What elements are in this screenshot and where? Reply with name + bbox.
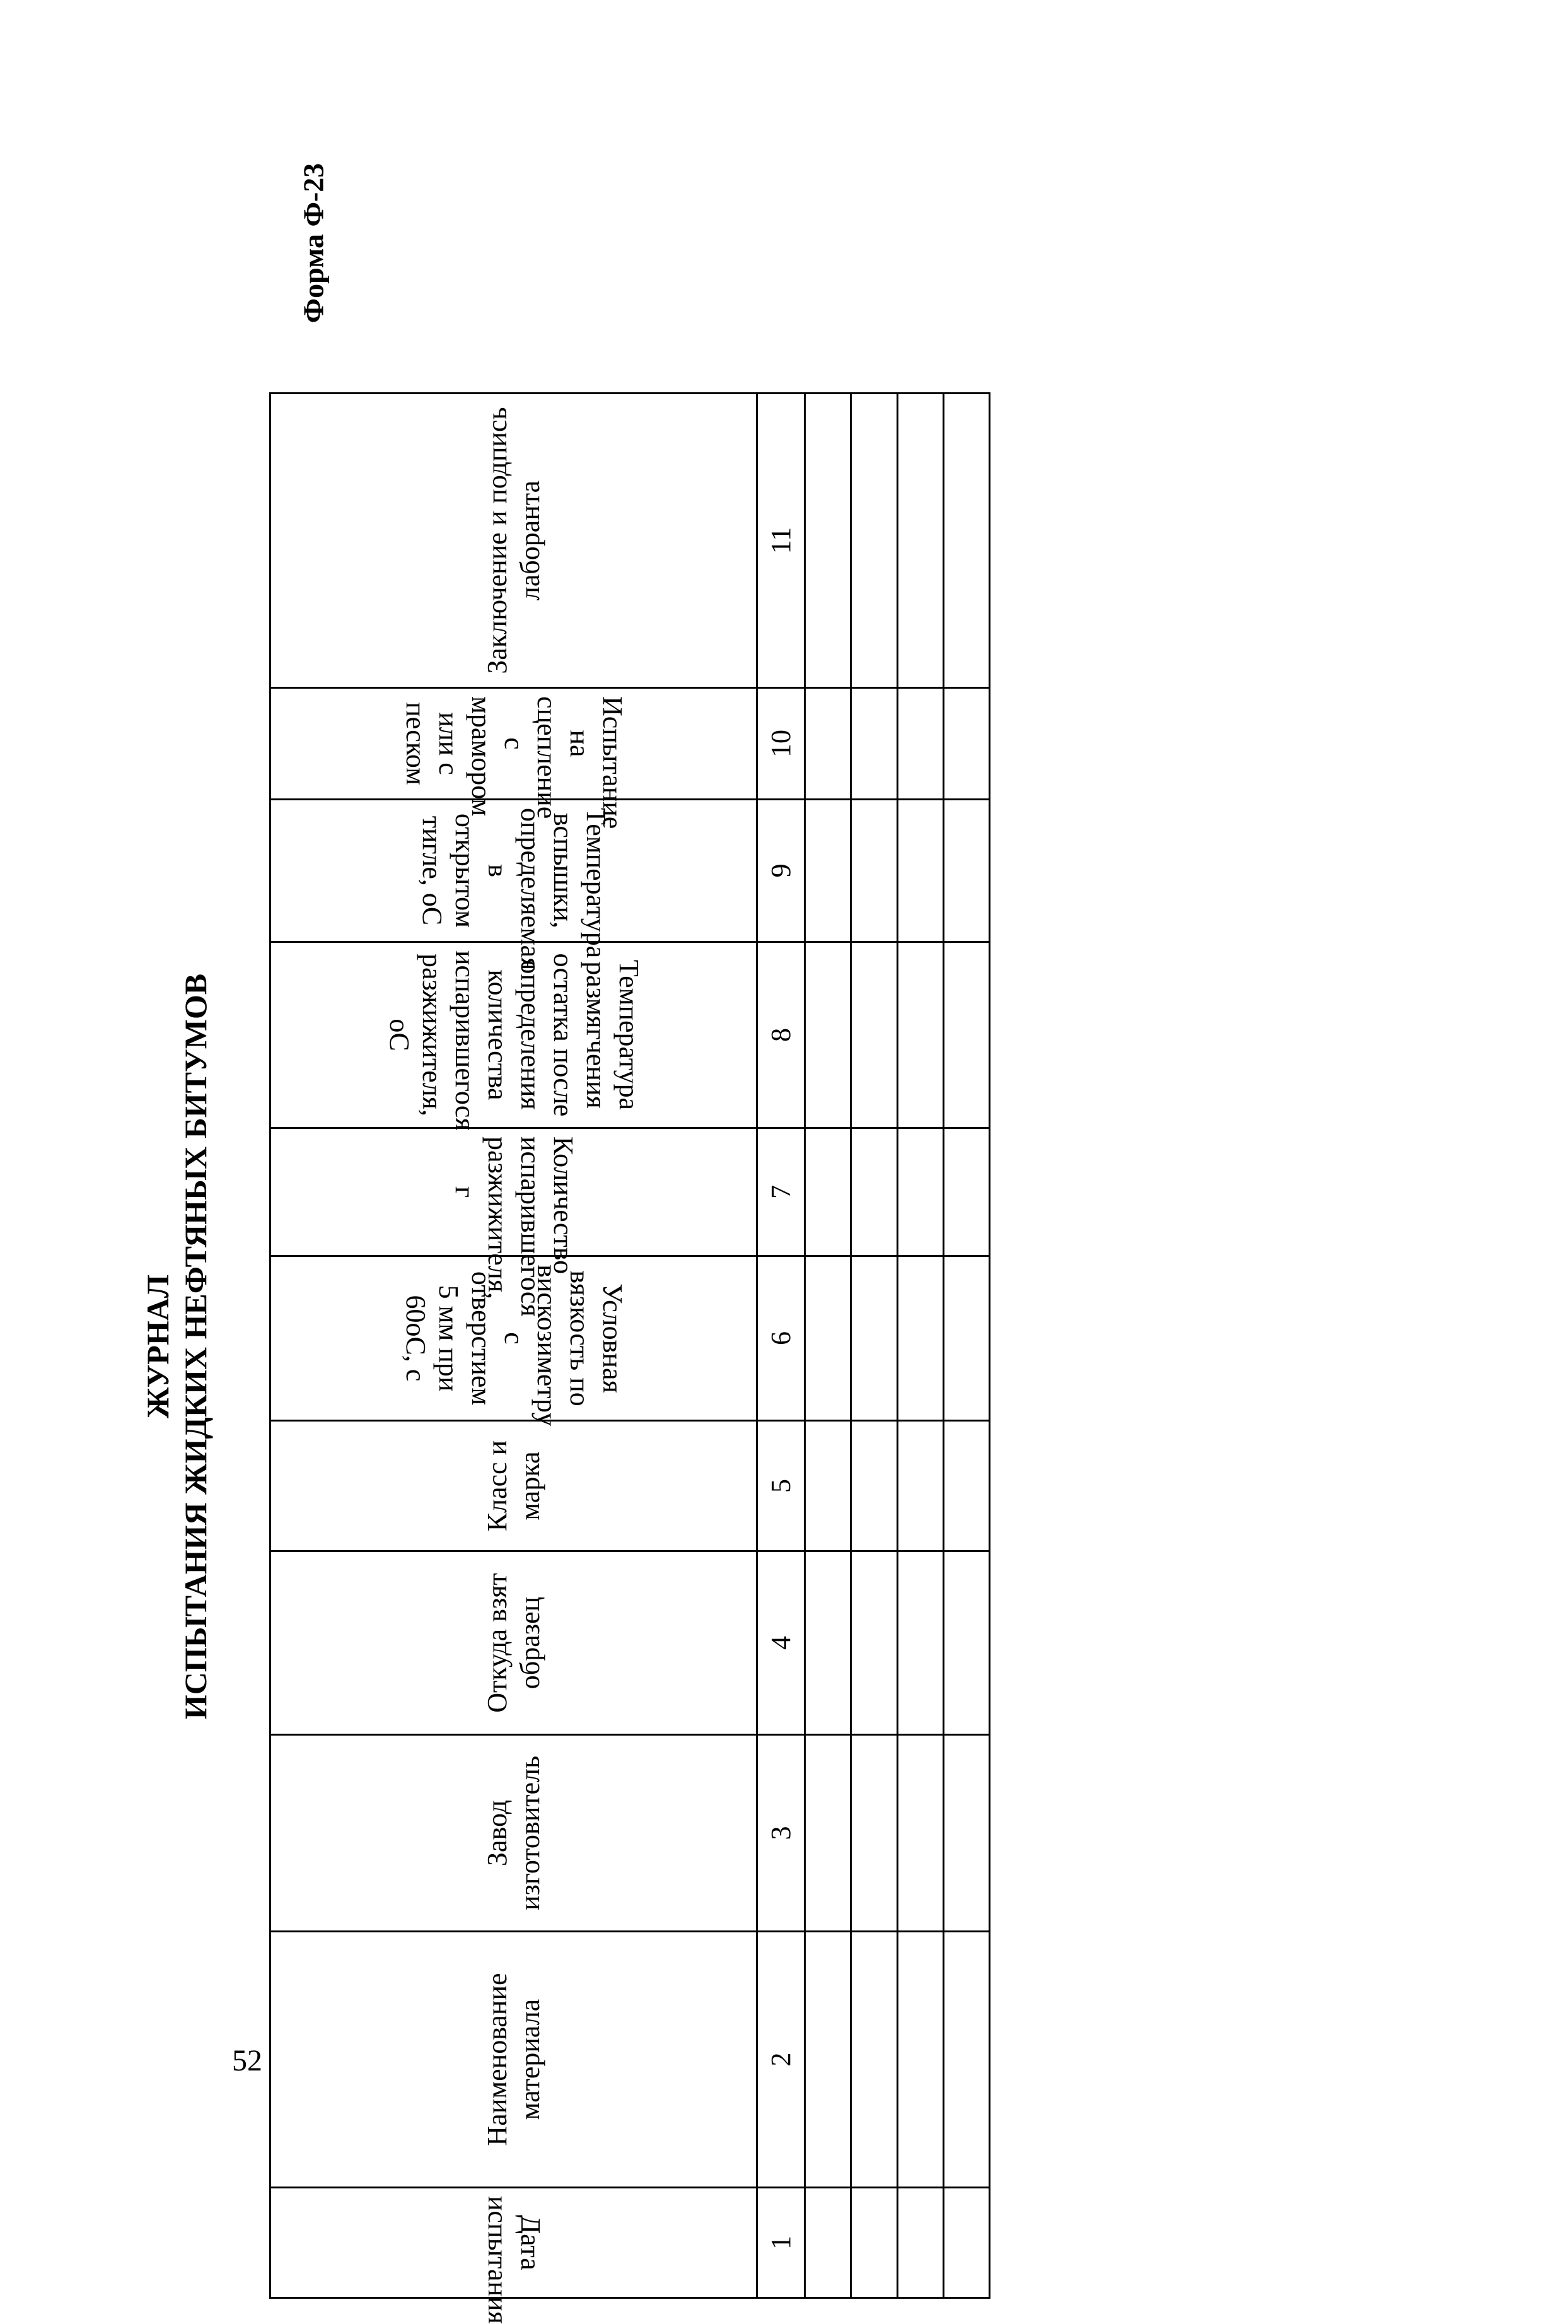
table-cell (805, 1128, 851, 1256)
table-cell (897, 942, 943, 1128)
table-cell (943, 1551, 989, 1735)
table-cell (805, 1421, 851, 1551)
col-header-11: Заключение и подпись лаборанта (270, 394, 757, 688)
col-number: 9 (757, 800, 805, 942)
table-cell (897, 800, 943, 942)
table-cell (943, 394, 989, 688)
table-row (805, 394, 851, 2298)
table-cell (943, 942, 989, 1128)
journal-title: ЖУРНАЛ (140, 1274, 175, 1419)
page-number: 52 (232, 2044, 262, 2077)
col-header-6: Условная вязкость по вискозиметру с отверстием 5 мм при 60оС, с (270, 1256, 757, 1421)
form-label: Форма Ф-23 (297, 163, 330, 323)
journal-subtitle: ИСПЫТАНИЯ ЖИДКИХ НЕФТЯНЫХ БИТУМОВ (178, 973, 213, 1720)
header-row (270, 394, 757, 2298)
col-header-7: Количество испарившегося разжижителя, г (270, 1128, 757, 1256)
col-header-9: Температура вспышки, определяемая в открытом тигле, оС (270, 800, 757, 942)
table-cell (943, 688, 989, 800)
col-number: 7 (757, 1128, 805, 1256)
table-cell (897, 688, 943, 800)
col-number: 10 (757, 688, 805, 800)
col-number: 4 (757, 1551, 805, 1735)
landscape-page (129, 394, 993, 2324)
table-cell (805, 1735, 851, 1932)
table-cell (805, 394, 851, 688)
table-cell (851, 1128, 897, 1256)
table-cell (805, 688, 851, 800)
title-block (129, 394, 249, 2299)
col-header-10: Испытание на сцепление с мрамором или с песком (270, 688, 757, 800)
journal-table (269, 392, 990, 2324)
table-cell (851, 2188, 897, 2298)
table-cell (851, 800, 897, 942)
table-cell (943, 1128, 989, 1256)
table-cell (897, 1932, 943, 2188)
table-cell (851, 1735, 897, 1932)
col-header-4: Откуда взят образец (270, 1551, 757, 1735)
table-cell (897, 1256, 943, 1421)
table-cell (851, 1421, 897, 1551)
table-cell (943, 1421, 989, 1551)
table-cell (805, 942, 851, 1128)
table-row (943, 394, 989, 2298)
table-row (851, 394, 897, 2298)
table-cell (897, 1551, 943, 1735)
table-cell (851, 394, 897, 688)
col-header-8: Температура размягчения остатка после определения количества испарившегося разжижителя, оС (270, 942, 757, 1128)
col-number: 6 (757, 1256, 805, 1421)
table-cell (851, 1256, 897, 1421)
col-number: 11 (757, 394, 805, 688)
col-number: 3 (757, 1735, 805, 1932)
table-cell (943, 2188, 989, 2298)
col-header-5: Класс и марка (270, 1421, 757, 1551)
table-cell (897, 1128, 943, 1256)
table-cell (851, 1551, 897, 1735)
table-cell (805, 800, 851, 942)
table-cell (805, 1256, 851, 1421)
table-row (897, 394, 943, 2298)
table-cell (943, 800, 989, 942)
table-cell (897, 1421, 943, 1551)
table-cell (897, 1735, 943, 1932)
table-cell (943, 1932, 989, 2188)
col-header-2: Наименование материала (270, 1932, 757, 2188)
table-cell (805, 1932, 851, 2188)
col-number: 5 (757, 1421, 805, 1551)
col-number: 1 (757, 2188, 805, 2298)
table-cell (943, 1735, 989, 1932)
table-cell (851, 688, 897, 800)
table-cell (851, 942, 897, 1128)
table-cell (897, 394, 943, 688)
column-number-row (757, 394, 805, 2298)
col-header-3: Завод изготовитель (270, 1735, 757, 1932)
col-number: 8 (757, 942, 805, 1128)
table-cell (897, 2188, 943, 2298)
table-cell (805, 1551, 851, 1735)
table-cell (805, 2188, 851, 2298)
col-number: 2 (757, 1932, 805, 2188)
col-header-1: Дата испытания (270, 2188, 757, 2298)
table-cell (851, 1932, 897, 2188)
table-cell (943, 1256, 989, 1421)
